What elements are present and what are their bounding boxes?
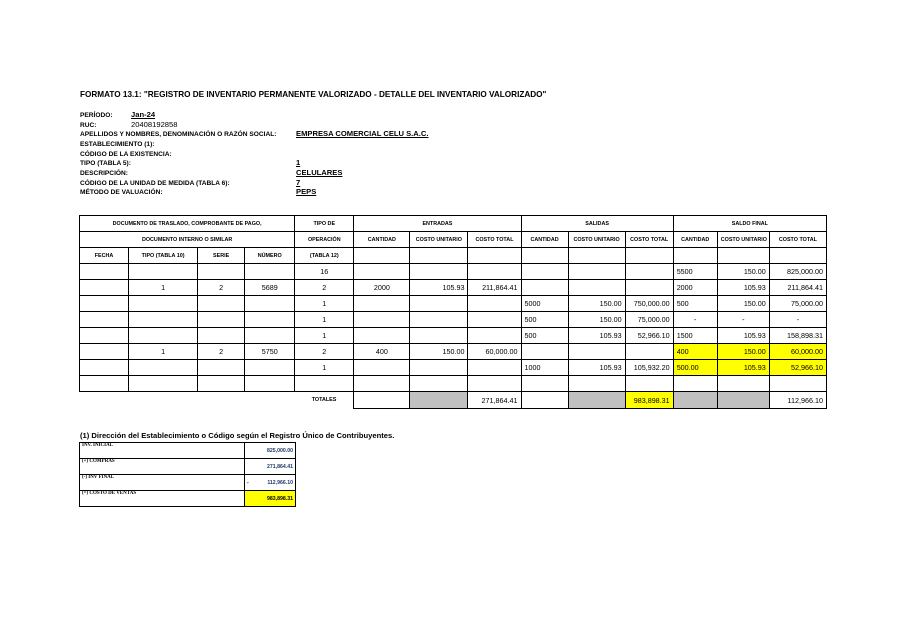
saldo-costo-unitario-cell: 150.00 bbox=[717, 264, 769, 280]
total-saldo: 112,966.10 bbox=[769, 392, 826, 409]
saldo-cantidad-cell: 2000 bbox=[673, 280, 717, 296]
fecha-cell bbox=[80, 264, 129, 280]
saldo-costo-unitario-cell: 105.93 bbox=[717, 360, 769, 376]
razon-social-label: APELLIDOS Y NOMBRES, DENOMINACIÓN O RAZÓN SOCIAL: bbox=[80, 131, 277, 138]
saldo-cantidad-cell: 500 bbox=[673, 296, 717, 312]
summary-value: 112,966.10 bbox=[267, 479, 293, 486]
numero-cell bbox=[245, 296, 295, 312]
inventory-table bbox=[79, 215, 827, 409]
summary-row bbox=[80, 443, 296, 459]
saldo-costo-total-cell: 825,000.00 bbox=[769, 264, 826, 280]
tipo-operacion-header-2: OPERACIÓN bbox=[295, 232, 354, 248]
serie-cell bbox=[198, 312, 245, 328]
serie-header: SERIE bbox=[198, 248, 245, 264]
entrada-costo-total-cell bbox=[468, 328, 521, 344]
salida-costo-total-cell bbox=[625, 264, 673, 280]
tipo-tabla10-header: TIPO (TABLA 10) bbox=[129, 248, 198, 264]
tipo-operacion-cell: 2 bbox=[295, 280, 354, 296]
saldo-cantidad-cell: 1500 bbox=[673, 328, 717, 344]
salidas-header: SALIDAS bbox=[521, 216, 673, 232]
tipo-tabla5-label: TIPO (TABLA 5): bbox=[80, 160, 131, 167]
establecimiento-label: ESTABLECIMIENTO (1): bbox=[80, 141, 155, 148]
entradas-costo-total-header: COSTO TOTAL bbox=[468, 232, 521, 248]
salida-costo-unitario-cell: 105.93 bbox=[568, 328, 625, 344]
summary-row bbox=[80, 459, 296, 475]
summary-label: INV. INICIAL bbox=[80, 443, 245, 459]
tipo-cell: 1 bbox=[129, 280, 198, 296]
summary-value-wrap bbox=[245, 475, 296, 491]
salida-costo-unitario-cell: 105.93 bbox=[568, 360, 625, 376]
tabla12-header: (TABLA 12) bbox=[295, 248, 354, 264]
serie-cell: 2 bbox=[198, 280, 245, 296]
periodo-label: PERÍODO: bbox=[80, 112, 113, 119]
table-row bbox=[80, 328, 827, 344]
salida-cantidad-cell bbox=[521, 344, 568, 360]
tipo-tabla5-value: 1 bbox=[296, 158, 301, 167]
entrada-costo-unitario-cell bbox=[410, 312, 468, 328]
saldo-cantidad-cell: - bbox=[673, 312, 717, 328]
footnote: (1) Dirección del Establecimiento o Código según el Registro Único de Contribuyentes. bbox=[80, 431, 395, 440]
totals-row bbox=[80, 392, 827, 409]
entrada-costo-unitario-cell bbox=[410, 264, 468, 280]
entrada-costo-total-cell: 60,000.00 bbox=[468, 344, 521, 360]
saldo-costo-total-cell: 211,864.41 bbox=[769, 280, 826, 296]
salidas-costo-unitario-header: COSTO UNITARIO bbox=[568, 232, 625, 248]
summary-value: 271,864.41 bbox=[245, 459, 296, 475]
numero-cell bbox=[245, 264, 295, 280]
fecha-cell bbox=[80, 360, 129, 376]
table-row bbox=[80, 280, 827, 296]
saldo-cantidad-cell: 400 bbox=[673, 344, 717, 360]
saldo-costo-unitario-header: COSTO UNITARIO bbox=[717, 232, 769, 248]
header-row-2 bbox=[80, 232, 827, 248]
tipo-cell bbox=[129, 360, 198, 376]
salida-costo-total-cell: 750,000.00 bbox=[625, 296, 673, 312]
metodo-valuacion-label: MÉTODO DE VALUACIÓN: bbox=[80, 189, 163, 196]
salida-costo-total-cell: 75,000.00 bbox=[625, 312, 673, 328]
empty-row bbox=[80, 376, 827, 392]
salida-cantidad-cell: 500 bbox=[521, 312, 568, 328]
serie-cell bbox=[198, 328, 245, 344]
metodo-valuacion-value: PEPS bbox=[296, 187, 317, 196]
salida-cantidad-cell bbox=[521, 280, 568, 296]
tipo-operacion-cell: 1 bbox=[295, 360, 354, 376]
entrada-cantidad-cell bbox=[354, 264, 410, 280]
periodo-value: Jan-24 bbox=[131, 110, 156, 119]
saldo-costo-total-cell: - bbox=[769, 312, 826, 328]
serie-cell bbox=[198, 264, 245, 280]
tipo-cell bbox=[129, 264, 198, 280]
table-row bbox=[80, 344, 827, 360]
salida-cantidad-cell: 1000 bbox=[521, 360, 568, 376]
page-title: FORMATO 13.1: "REGISTRO DE INVENTARIO PERMANENTE VALORIZADO - DETALLE DEL INVENTARIO VALORIZADO" bbox=[80, 90, 547, 99]
salida-cantidad-cell bbox=[521, 264, 568, 280]
tipo-operacion-cell: 1 bbox=[295, 328, 354, 344]
salida-costo-unitario-cell: 150.00 bbox=[568, 296, 625, 312]
descripcion-value: CELULARES bbox=[296, 168, 343, 177]
dash-mark: - bbox=[247, 479, 249, 486]
saldo-costo-total-header: COSTO TOTAL bbox=[769, 232, 826, 248]
saldo-cantidad-cell: 500.00 bbox=[673, 360, 717, 376]
summary-label: (+) COMPRAS bbox=[80, 459, 245, 475]
table-row bbox=[80, 312, 827, 328]
saldo-costo-unitario-cell: 150.00 bbox=[717, 344, 769, 360]
tipo-operacion-cell: 2 bbox=[295, 344, 354, 360]
ruc-value: 20408192858 bbox=[131, 120, 178, 129]
salida-costo-total-cell: 105,932.20 bbox=[625, 360, 673, 376]
codigo-existencia-label: CÓDIGO DE LA EXISTENCIA: bbox=[80, 151, 172, 158]
summary-row bbox=[80, 475, 296, 491]
table-row bbox=[80, 360, 827, 376]
saldo-costo-unitario-cell: 105.93 bbox=[717, 280, 769, 296]
numero-cell bbox=[245, 360, 295, 376]
salidas-costo-total-header: COSTO TOTAL bbox=[625, 232, 673, 248]
entrada-costo-total-cell bbox=[468, 296, 521, 312]
summary-value: 825,000.00 bbox=[245, 443, 296, 459]
entrada-costo-unitario-cell: 105.93 bbox=[410, 280, 468, 296]
summary-label: (=) COSTO DE VENTAS bbox=[80, 491, 245, 507]
saldo-costo-total-cell: 75,000.00 bbox=[769, 296, 826, 312]
table-body bbox=[80, 264, 827, 376]
saldo-cantidad-cell: 5500 bbox=[673, 264, 717, 280]
tipo-operacion-cell: 1 bbox=[295, 296, 354, 312]
tipo-operacion-cell: 16 bbox=[295, 264, 354, 280]
entrada-costo-unitario-cell: 150.00 bbox=[410, 344, 468, 360]
entradas-cantidad-header: CANTIDAD bbox=[354, 232, 410, 248]
entrada-cantidad-cell: 2000 bbox=[354, 280, 410, 296]
numero-cell bbox=[245, 312, 295, 328]
salida-costo-unitario-cell bbox=[568, 280, 625, 296]
numero-header: NÚMERO bbox=[245, 248, 295, 264]
tipo-cell: 1 bbox=[129, 344, 198, 360]
entrada-cantidad-cell: 400 bbox=[354, 344, 410, 360]
serie-cell bbox=[198, 296, 245, 312]
entrada-costo-unitario-cell bbox=[410, 360, 468, 376]
salida-costo-total-cell: 52,966.10 bbox=[625, 328, 673, 344]
saldo-costo-total-cell: 60,000.00 bbox=[769, 344, 826, 360]
entradas-costo-unitario-header: COSTO UNITARIO bbox=[410, 232, 468, 248]
entrada-costo-unitario-cell bbox=[410, 328, 468, 344]
entrada-cantidad-cell bbox=[354, 328, 410, 344]
total-salidas: 983,898.31 bbox=[625, 392, 673, 409]
salidas-cantidad-header: CANTIDAD bbox=[521, 232, 568, 248]
saldo-costo-total-cell: 52,966.10 bbox=[769, 360, 826, 376]
numero-cell bbox=[245, 328, 295, 344]
saldo-costo-unitario-cell: 105.93 bbox=[717, 328, 769, 344]
numero-cell: 5689 bbox=[245, 280, 295, 296]
entrada-cantidad-cell bbox=[354, 360, 410, 376]
descripcion-label: DESCRIPCIÓN: bbox=[80, 170, 128, 177]
salida-costo-unitario-cell bbox=[568, 264, 625, 280]
entradas-header: ENTRADAS bbox=[354, 216, 521, 232]
totales-label: TOTALES bbox=[311, 397, 337, 404]
header-row-1 bbox=[80, 216, 827, 232]
ruc-label: RUC: bbox=[80, 122, 97, 129]
numero-cell: 5750 bbox=[245, 344, 295, 360]
entrada-costo-total-cell bbox=[468, 264, 521, 280]
saldo-final-header: SALDO FINAL bbox=[673, 216, 826, 232]
saldo-cantidad-header: CANTIDAD bbox=[673, 232, 717, 248]
serie-cell: 2 bbox=[198, 344, 245, 360]
saldo-costo-unitario-cell: 150.00 bbox=[717, 296, 769, 312]
fecha-cell bbox=[80, 312, 129, 328]
entrada-costo-total-cell bbox=[468, 312, 521, 328]
tipo-operacion-header: TIPO DE bbox=[295, 216, 354, 232]
summary-value: 983,898.31 bbox=[245, 491, 296, 507]
summary-table bbox=[79, 442, 296, 507]
tipo-cell bbox=[129, 328, 198, 344]
entrada-costo-total-cell: 211,864.41 bbox=[468, 280, 521, 296]
unidad-medida-label: CÓDIGO DE LA UNIDAD DE MEDIDA (TABLA 6): bbox=[80, 180, 230, 187]
fecha-header: FECHA bbox=[80, 248, 129, 264]
table-row bbox=[80, 264, 827, 280]
doc-header-2: DOCUMENTO INTERNO O SIMILAR bbox=[80, 232, 295, 248]
entrada-cantidad-cell bbox=[354, 296, 410, 312]
salida-costo-total-cell bbox=[625, 344, 673, 360]
summary-label: (-) INV FINAL bbox=[80, 475, 245, 491]
tipo-cell bbox=[129, 296, 198, 312]
saldo-costo-total-cell: 158,898.31 bbox=[769, 328, 826, 344]
salida-costo-unitario-cell: 150.00 bbox=[568, 312, 625, 328]
fecha-cell bbox=[80, 296, 129, 312]
total-entradas: 271,864.41 bbox=[468, 392, 521, 409]
razon-social-value: EMPRESA COMERCIAL CELU S.A.C. bbox=[296, 129, 429, 138]
salida-costo-total-cell bbox=[625, 280, 673, 296]
salida-cantidad-cell: 500 bbox=[521, 328, 568, 344]
tipo-operacion-cell: 1 bbox=[295, 312, 354, 328]
header-row-3 bbox=[80, 248, 827, 264]
fecha-cell bbox=[80, 344, 129, 360]
salida-costo-unitario-cell bbox=[568, 344, 625, 360]
entrada-costo-unitario-cell bbox=[410, 296, 468, 312]
entrada-costo-total-cell bbox=[468, 360, 521, 376]
serie-cell bbox=[198, 360, 245, 376]
table-row bbox=[80, 296, 827, 312]
entrada-cantidad-cell bbox=[354, 312, 410, 328]
fecha-cell bbox=[80, 280, 129, 296]
tipo-cell bbox=[129, 312, 198, 328]
saldo-costo-unitario-cell: - bbox=[717, 312, 769, 328]
doc-header: DOCUMENTO DE TRASLADO, COMPROBANTE DE PAGO, bbox=[80, 216, 295, 232]
unidad-medida-value: 7 bbox=[296, 178, 301, 187]
fecha-cell bbox=[80, 328, 129, 344]
summary-row bbox=[80, 491, 296, 507]
salida-cantidad-cell: 5000 bbox=[521, 296, 568, 312]
